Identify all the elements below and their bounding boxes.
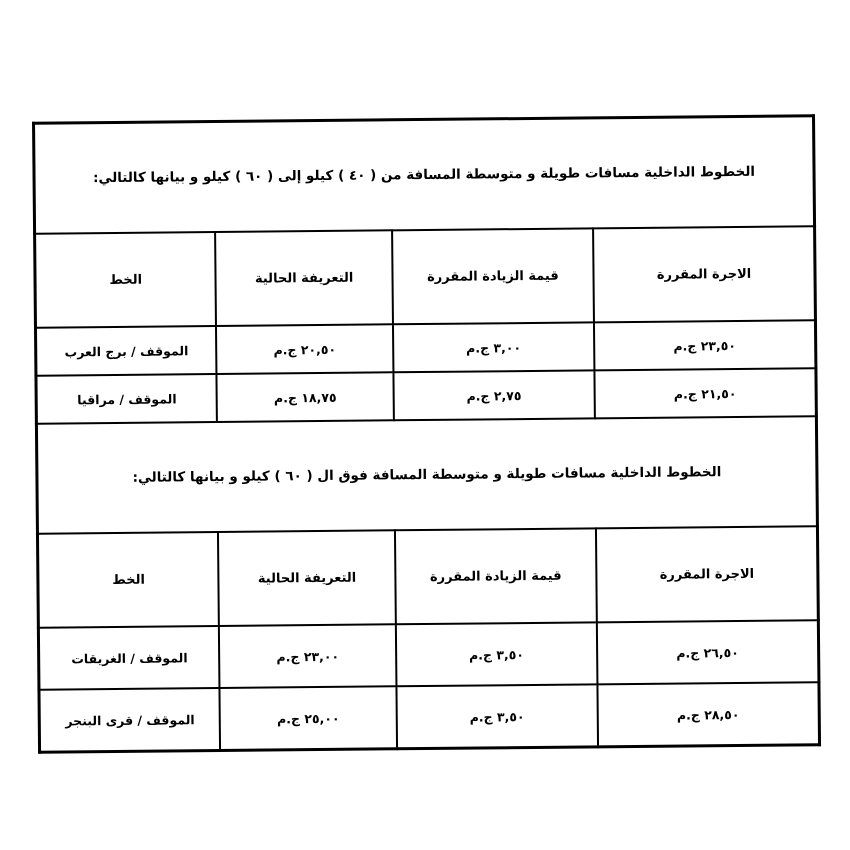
fare-table	[32, 114, 821, 753]
table-row	[36, 368, 816, 423]
column-header-row	[35, 226, 816, 327]
cell-increase: ٣,٠٠ ج.م	[393, 322, 595, 372]
table-row	[39, 682, 820, 752]
cell-current: ٢٠,٥٠ ج.م	[216, 324, 393, 374]
cell-fare: ٢٨,٥٠ ج.م	[597, 682, 819, 747]
column-header-route: الخط	[37, 532, 219, 628]
section-heading-cell	[36, 416, 817, 533]
cell-increase: ٣,٥٠ ج.م	[396, 622, 598, 686]
cell-current: ٢٥,٠٠ ج.م	[220, 686, 397, 750]
scanned-sheet	[32, 114, 821, 753]
table-row	[38, 620, 819, 689]
table-row	[35, 320, 815, 375]
cell-current: ٢٣,٠٠ ج.م	[219, 624, 396, 688]
section-heading-text: الخطوط الداخلية مسافات طويلة و متوسطة المسافة فوق ال ( ٦٠ ) كيلو و بيانها كالتالي:	[132, 464, 722, 487]
cell-fare: ٢٦,٥٠ ج.م	[597, 620, 819, 684]
cell-route: الموقف / الغريقات	[38, 626, 220, 690]
column-header-increase: قيمة الزيادة المقررة	[392, 228, 594, 324]
cell-fare: ٢٣,٥٠ ج.م	[594, 320, 816, 370]
section-heading-text: الخطوط الداخلية مسافات طويلة و متوسطة المسافة من ( ٤٠ ) كيلو إلى ( ٦٠ ) كيلو و بيانها كالتالي:	[93, 164, 756, 187]
column-header-row	[37, 526, 818, 627]
column-header-fare: الاجرة المقررة	[593, 226, 815, 322]
section-heading-row	[34, 116, 815, 234]
section-heading-row	[36, 416, 817, 533]
column-header-fare: الاجرة المقررة	[596, 526, 818, 622]
column-header-current: التعريفة الحالية	[216, 230, 393, 326]
cell-route: الموقف / مراقيا	[36, 374, 217, 424]
cell-fare: ٢١,٥٠ ج.م	[594, 368, 816, 418]
column-header-increase: قيمة الزيادة المقررة	[395, 528, 597, 624]
cell-route: الموقف / قرى البنجر	[39, 688, 221, 752]
section-heading-cell	[34, 116, 815, 234]
cell-route: الموقف / برج العرب	[35, 326, 216, 376]
column-header-route: الخط	[35, 232, 217, 328]
column-header-current: التعريفة الحالية	[218, 530, 395, 626]
cell-increase: ٣,٥٠ ج.م	[396, 684, 598, 748]
cell-increase: ٢,٧٥ ج.م	[393, 370, 595, 420]
cell-current: ١٨,٧٥ ج.م	[217, 372, 394, 422]
